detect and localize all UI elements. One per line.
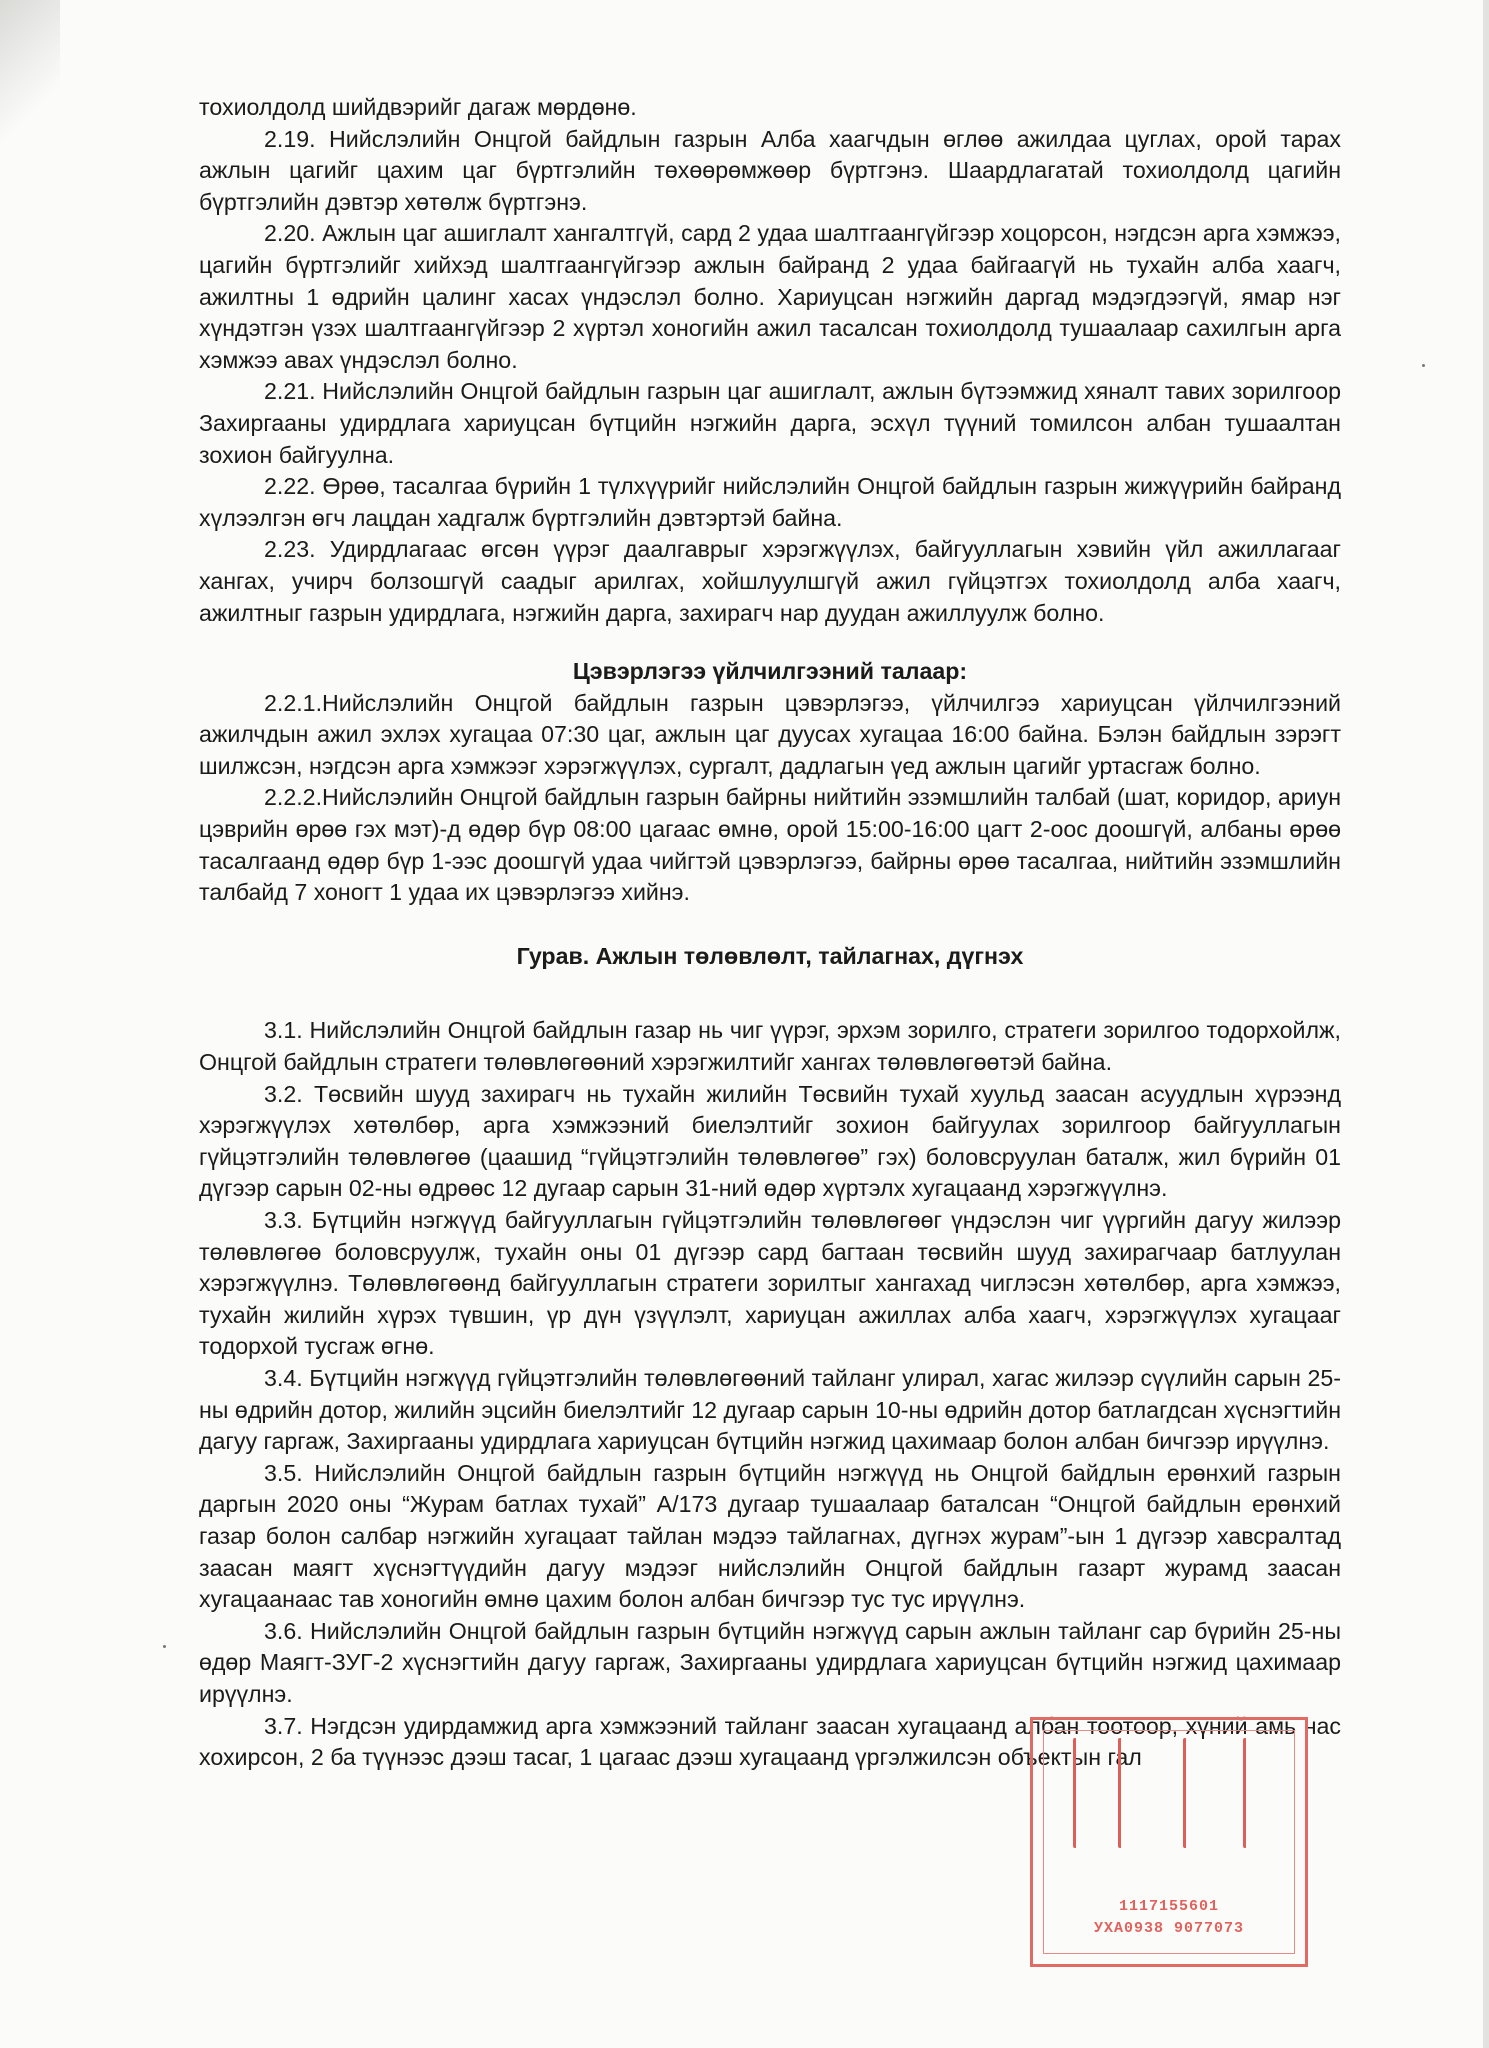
paragraph-3-2: 3.2. Төсвийн шууд захирагч нь тухайн жилийн Төсвийн тухай хуульд заасан асуудлын хүрээнд хэрэгжүүлэх хөтөлбөр, арга хэмжээний биелэлтийг зохион байгуулах зорилгоор байгууллагын гүйцэтгэлийн төлөвлөгөө (цаашид “гүйцэтгэлийн төлөвлөгөө” гэх) боловсруулан баталж, жил бүрийн 01 дүгээр сарын 02-ны өдрөөс 12 дугаар сарын 31-ний өдөр хүртэлх хугацаанд хэрэгжүүлнэ. [199, 1080, 1341, 1202]
stamp-mongol-script-mark [1183, 1738, 1208, 1848]
section-heading-three: Гурав. Ажлын төлөвлөлт, тайлагнах, дүгнэх [516, 942, 1024, 969]
paragraph-2-19: 2.19. Нийслэлийн Онцгой байдлын газрын Алба хаагчдын өглөө ажилдаа цуглах, орой тарах ажлын цагийг цахим цаг бүртгэлийн төхөөрөмжөөр бүртгэнэ. Шаардлагатай тохиолдолд цагийн бүртгэлийн дэвтэр хөтөлж бүртгэнэ. [199, 125, 1341, 215]
stamp-mongol-script-mark [1118, 1738, 1143, 1848]
scan-speck [163, 1645, 166, 1648]
subheading-cleaning: Цэвэрлэгээ үйлчилгээний талаар: [572, 658, 968, 685]
scan-edge [1483, 0, 1489, 2048]
paragraph-3-3: 3.3. Бүтцийн нэгжүүд байгууллагын гүйцэтгэлийн төлөвлөгөөг үндэслэн чиг үүргийн дагуу жилээр төлөвлөгөө боловсруулж, тухайн оны 01 дүгээр сард багтаан төсвийн шууд захирагчаар батлуулан хэрэгжүүлнэ. Төлөвлөгөөнд байгууллагын стратеги зорилтыг хангахад чиглэсэн хөтөлбөр, арга хэмжээ, тухайн жилийн хүрэх түвшин, үр дүн үзүүлэлт, хариуцан ажиллах алба хаагч, хэрэгжүүлэх хугацааг тодорхой тусгаж өгнө. [199, 1207, 1341, 1360]
paragraph-3-6: 3.6. Нийслэлийн Онцгой байдлын газрын бүтцийн нэгжүүд сарын ажлын тайланг сар бүрийн 25-ны өдөр Маягт-ЗУГ-2 хүснэгтийн дагуу гаргаж, Захиргааны удирдлага хариуцсан бүтцийн нэгжид цахимаар ирүүлнэ. [199, 1617, 1341, 1707]
stamp-number-secondary: УХА0938 9077073 [1093, 1920, 1245, 1937]
official-stamp [1030, 1717, 1308, 1967]
paragraph-2-2-1: 2.2.1.Нийслэлийн Онцгой байдлын газрын цэвэрлэгээ, үйлчилгээ хариуцсан үйлчилгээний ажилчдын ажил эхлэх хугацаа 07:30 цаг, ажлын цаг дуусах хугацаа 16:00 байна. Бэлэн байдлын зэрэгт шилжсэн, нэгдсэн арга хэмжээг хэрэгжүүлэх, сургалт, дадлагын үед ажлын цагийг уртасгаж болно. [199, 689, 1341, 779]
paragraph-3-7: 3.7. Нэгдсэн удирдамжид арга хэмжээний тайланг заасан хугацаанд албан тоотоор, хүний амь нас хохирсон, 2 ба түүнээс дээш тасаг, 1 цагаас дээш хугацаанд үргэлжилсэн объектын гал [199, 1712, 1341, 1771]
paragraph-2-20: 2.20. Ажлын цаг ашиглалт хангалтгүй, сард 2 удаа шалтгаангүйгээр хоцорсон, нэгдсэн арга хэмжээ, цагийн бүртгэлийг хийхэд шалтгаангүйгээр ажлын байранд 2 удаа байгаагүй нь тухайн алба хаагч, ажилтны 1 өдрийн цалинг хасах үндэслэл болно. Хариуцсан нэгжийн даргад мэдэгдээгүй, ямар нэг хүндэтгэн үзэх шалтгаангүйгээр 2 хүртэл хоногийн ажил тасалсан тохиолдолд тушаалаар сахилгын арга хэмжээ авах үндэслэл болно. [199, 220, 1341, 373]
paragraph-3-4: 3.4. Бүтцийн нэгжүүд гүйцэтгэлийн төлөвлөгөөний тайланг улирал, хагас жилээр сүүлийн сарын 25-ны өдрийн дотор, жилийн эцсийн биелэлтийг 12 дугаар сарын 10-ны өдрийн дотор батлагдсан хүснэгтийн дагуу гаргаж, Захиргааны удирдлага хариуцсан бүтцийн нэгжид цахимаар болон албан бичгээр ирүүлнэ. [199, 1364, 1341, 1455]
scan-folded-corner [0, 0, 60, 150]
paragraph-continuation: тохиолдолд шийдвэрийг дагаж мөрдөнө. [199, 94, 637, 120]
scan-speck [1422, 364, 1425, 367]
document-body [199, 92, 1341, 1774]
stamp-number-primary: 1117155601 [1118, 1898, 1219, 1915]
paragraph-3-1: 3.1. Нийслэлийн Онцгой байдлын газар нь чиг үүрэг, эрхэм зорилго, стратеги зорилгоо тодорхойлж, Онцгой байдлын стратеги төлөвлөгөөний хэрэгжилтийг хангах төлөвлөгөөтэй байна. [199, 1017, 1341, 1076]
paragraph-2-23: 2.23. Удирдлагаас өгсөн үүрэг даалгаврыг хэрэгжүүлэх, байгууллагын хэвийн үйл ажиллагааг хангах, учирч болзошгүй саадыг арилгах, хойшлуулшгүй ажил гүйцэтгэх тохиолдолд алба хаагч, ажилтныг газрын удирдлага, нэгжийн дарга, захирагч нар дуудан ажиллуулж болно. [199, 536, 1341, 626]
paragraph-2-21: 2.21. Нийслэлийн Онцгой байдлын газрын цаг ашиглалт, ажлын бүтээмжид хяналт тавих зорилгоор Захиргааны удирдлага хариуцсан бүтцийн нэгжийн дарга, эсхүл түүний томилсон албан тушаалтан зохион байгуулна. [199, 378, 1341, 468]
stamp-mongol-script-mark [1073, 1738, 1098, 1848]
paragraph-2-2-2: 2.2.2.Нийслэлийн Онцгой байдлын газрын байрны нийтийн эзэмшлийн талбай (шат, коридор, ариун цэврийн өрөө гэх мэт)-д өдөр бүр 08:00 цагаас өмнө, орой 15:00-16:00 цагт 2-оос доошгүй, албаны өрөө тасалгаанд өдөр бүр 1-ээс доошгүй удаа чийгтэй цэвэрлэгээ, байрны өрөө тасалгаа, нийтийн эзэмшлийн талбайд 7 хоногт 1 удаа их цэвэрлэгээ хийнэ. [199, 784, 1341, 906]
stamp-mongol-script-mark [1243, 1738, 1268, 1848]
paragraph-2-22: 2.22. Өрөө, тасалгаа бүрийн 1 түлхүүрийг нийслэлийн Онцгой байдлын газрын жижүүрийн байранд хүлээлгэн өгч лацдан хадгалж бүртгэлийн дэвтэртэй байна. [199, 473, 1341, 531]
paragraph-3-5: 3.5. Нийслэлийн Онцгой байдлын газрын бүтцийн нэгжүүд нь Онцгой байдлын ерөнхий газрын даргын 2020 оны “Журам батлах тухай” А/173 дугаар тушаалаар баталсан “Онцгой байдлын ерөнхий газар болон салбар нэгжийн хугацаат тайлан мэдээ тайлагнах, дүгнэх журам”-ын 1 дүгээр хавсралтад заасан маягт хүснэгтүүдийн дагуу мэдээг нийслэлийн Онцгой байдлын газарт журамд заасан хугацаанаас тав хоногийн өмнө цахим болон албан бичгээр тус тус ирүүлнэ. [199, 1459, 1341, 1613]
